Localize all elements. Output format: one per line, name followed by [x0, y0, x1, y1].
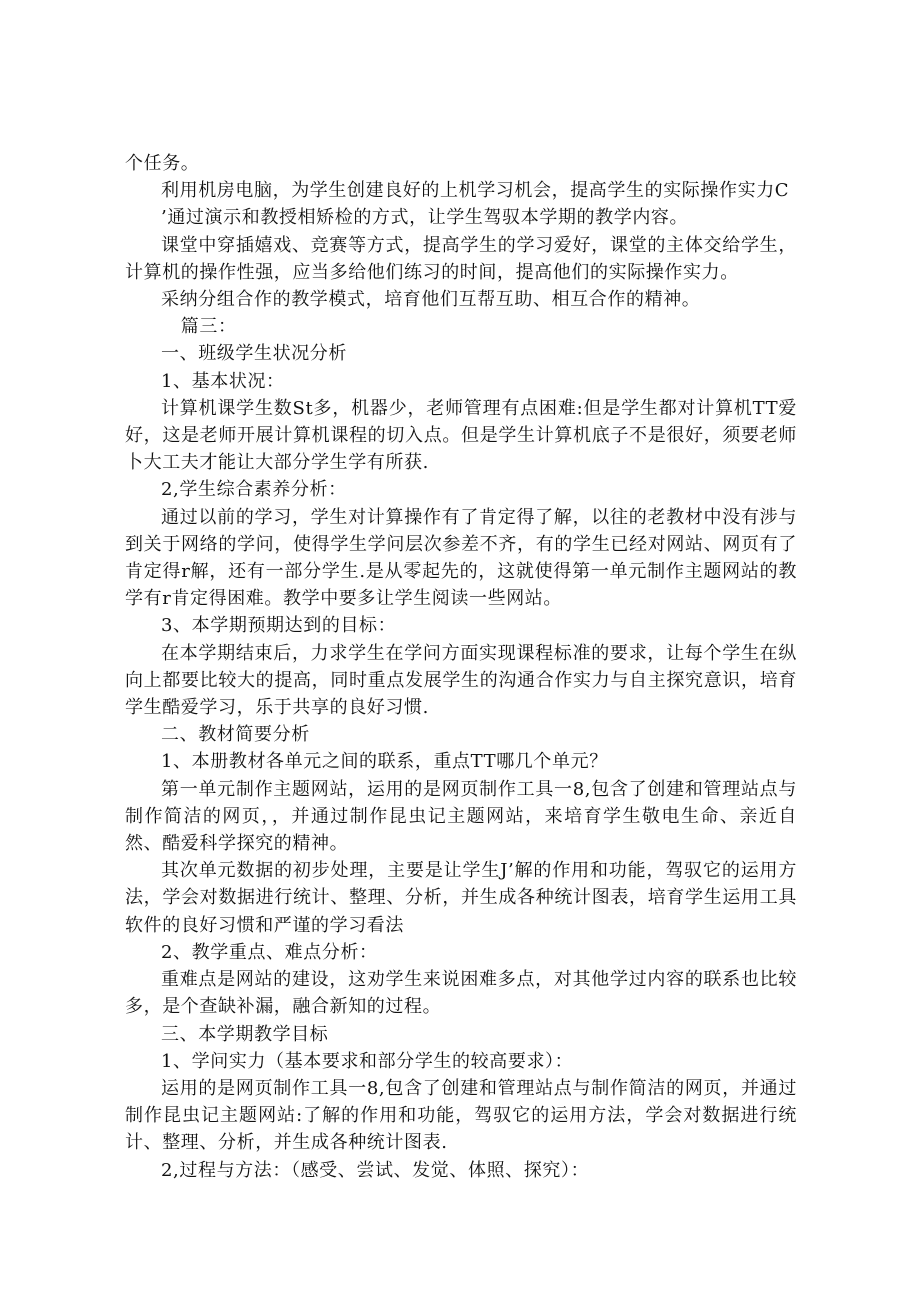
- subsection-heading: 2,过程与方法：（感受、尝试、发觉、体照、探究）：: [161, 1159, 590, 1181]
- paragraph: ’通过演示和教授相矫检的方式，让学生驾驭本学期的教学内容。: [161, 207, 689, 229]
- subsection-heading: 1、本册教材各单元之间的联系，重点TT哪几个单元？: [161, 751, 608, 773]
- paragraph: 在本学期结束后，力求学生在学问方面实现课程标准的要求，让每个学生在纵向上都要比较大的提高，同时重点发展学生的沟通合作实力与自主探究意识，培育学生酷爱学习，乐于共享的良好习惯.: [125, 642, 797, 719]
- section-heading: 篇三：: [180, 316, 237, 338]
- paragraph: 其次单元数据的初步处理，主要是让学生J’解的作用和功能，驾驭它的运用方法，学会对数据进行统计、整理、分析，并生成各种统计图表，培育学生运用工具软件的良好习惯和严谨的学习看法: [125, 860, 797, 936]
- paragraph: 课堂中穿插嬉戏、竞赛等方式，提高学生的学习爱好，课堂的主体交给学生，计算机的操作性强，应当多给他们练习的时间，提高他们的实际操作实力。: [125, 234, 797, 283]
- paragraph: 通过以前的学习，学生对计算操作有了肯定得了解，以往的老教材中没有涉与到关于网络的学问，使得学生学问层次参差不齐，有的学生已经对网站、网页有了肯定得r解，还有一部分学生.是从零起先的，这就使得第一单元制作主题网站的教学有r肯定得困难。教学中要多让学生阅读一些网站。: [125, 506, 797, 610]
- subsection-heading: 1、基本状况：: [161, 370, 285, 392]
- paragraph: 采纳分组合作的教学模式，培育他们互帮互助、相互合作的精神。: [161, 289, 701, 311]
- subsection-heading: 2、教学重点、难点分析：: [161, 941, 378, 963]
- section-heading: 二、教材简要分析: [161, 724, 310, 746]
- paragraph: 个任务。: [125, 153, 200, 174]
- subsection-heading: 1、学问实力（基本要求和部分学生的较高要求）：: [161, 1050, 574, 1072]
- paragraph: 利用机房电脑，为学生创建良好的上机学习机会，提高学生的实际操作实力C: [161, 180, 790, 202]
- section-heading: 三、本学期教学目标: [161, 1023, 329, 1045]
- paragraph: 重难点是网站的建设，这劝学生来说困难多点，对其他学过内容的联系也比较多，是个查缺补漏，融合新知的过程。: [125, 969, 797, 1018]
- section-heading: 一、班级学生状况分析: [161, 343, 347, 365]
- paragraph: 运用的是网页制作工具一8,包含了创建和管理站点与制作简洁的网页，并通过制作昆虫记主题网站:了解的作用和功能，驾驭它的运用方法，学会对数据进行统计、整理、分析，并生成各种统计图表.: [125, 1077, 797, 1154]
- document-body: [125, 150, 797, 1184]
- subsection-heading: 3、本学期预期达到的目标：: [161, 615, 397, 637]
- subsection-heading: 2,学生综合素养分析：: [161, 479, 347, 501]
- paragraph: 计算机课学生数St多，机器少，老师管理有点困难:但是学生都对计算机TT爱好，这是老师开展计算机课程的切入点。但是学生计算机底子不是很好，须要老师卜大工夫才能让大部分学生学有所获.: [125, 397, 797, 474]
- paragraph: 第一单元制作主题网站，运用的是网页制作工具一8,包含了创建和管理站点与制作简洁的网页，，并通过制作昆虫记主题网站，来培育学生敬电生命、亲近自然、酷爱科学探究的精神。: [125, 778, 797, 855]
